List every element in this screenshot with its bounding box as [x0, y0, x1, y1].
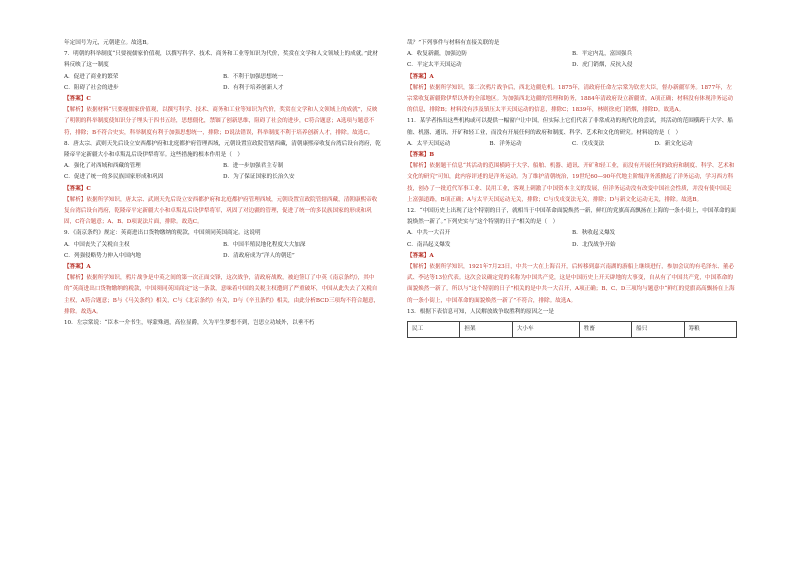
right-column [407, 38, 737, 338]
answer-label: 【答案】A [64, 264, 91, 271]
table-cell: 担架 [460, 322, 512, 338]
question-12: 12．“中国历史上出现了这个特别的日子，就相当于中国革命面貌焕然一新，鲜红的党旗高高飘扬在上海的一条小街上，中国革命的面貌焕然一新了。”下列史实与“这个特别的日子”相关的是（ ） [407, 208, 736, 226]
question-8: 8．唐太宗、武则天先后设立安西都护府和北庭都护府管理西域，元朝设置宣政院管辖西藏，清朝康熙帝收复台湾后设台湾府，乾隆帝平定新疆大小和卓叛乱后设伊犁将军。这些措施的根本作用是（ ） [64, 140, 381, 159]
table-cell: 牲畜 [579, 322, 631, 338]
answer-label: 【答案】B [407, 152, 435, 159]
explanation: 【解析】依据所学知识，1921年7月23日，中共一大在上海召开，后转移到嘉兴南湖的游船上继续进行，参加会议的有毛泽东、董必武、李达等13位代表。这次会议确定党的名称为中国共产党，这是中国历史上开天辟地的大事变，自从有了中国共产党，中国革命的面貌焕然一新了，所以与“这个特别的日子”相关的是中共一大召开，A项正确；B、C、D三项均与题意中“鲜红的党旗高高飘扬在上海的一条小街上，中国革命的面貌焕然一新了”不符合，排除。故选A。 [407, 264, 735, 304]
table-cell: 民工 [408, 322, 460, 338]
option: C．促进了统一的多民族国家形成和巩固 [64, 174, 164, 181]
option: A．太平天国运动 [407, 140, 451, 147]
option: B．不利于加强思想统一 [223, 73, 284, 80]
explanation: 【解析】依据题干信息“其活动的范围横跨于大学、船舶、机器、通讯、开矿和轻工业，而没有开展任何的政府和制度、科学、艺术和文化的研究”可知，此内容评述的是洋务运动。为了维护清朝统治，19世纪60—90年代地主阶级洋务派掀起了洋务运动，学习西方科技，创办了一批近代军事工业、民用工业，客观上刺激了中国资本主义的发展，但洋务运动没有改变中国社会性质，并没有使中国走上富强道路，B项正确；A与太平天国运动无关，排除；C与戊戌变法无关，排除；D与新文化运动无关，排除。故选B。 [407, 163, 735, 203]
option: C．南昌起义爆发 [407, 241, 451, 248]
option: A．收复新疆，加强边防 [407, 51, 467, 58]
option: C．列强侵略势力伸入中国内地 [64, 252, 141, 259]
option: D．新文化运动 [654, 140, 693, 147]
question-8-options [64, 161, 382, 183]
option: B．进一步加强君主专制 [223, 163, 284, 170]
text-line: 年定国号为元，元朝建立。故选B。 [64, 40, 153, 46]
question-13: 13．根据下表信息可知，人民解放战争取胜利的原因之一是 [407, 308, 554, 315]
explanation: 【解析】依据所学知识，鸦片战争是中英之间的第一次正面交锋，这次战争，清政府战败，被迫签订了中英《南京条约》，其中的“英商进出口货物缴纳的税款，中国须同英国商定”这一条款，意味着中国的关税主权遭到了严重破坏，中国从此失去了关税自主权，A符合题意；B与《马关条约》相关，C与《北京条约》有关，D与《辛丑条约》相关，由此分析BCD三项均不符合题意，排除。故选A。 [64, 275, 380, 315]
option: C．平定太平天国运动 [407, 62, 462, 69]
answer-label: 【答案】C [64, 185, 91, 192]
table-cell: 筹粮 [684, 322, 736, 338]
question-7-options [64, 72, 382, 94]
option: D．北伐战争开始 [572, 241, 616, 248]
option: C．阻碍了社会的进步 [64, 84, 119, 91]
left-column [64, 38, 382, 329]
option: A．强化了对西域和西藏的管理 [64, 163, 141, 170]
answer-label: 【答案】A [407, 73, 434, 80]
table-cell: 大小车 [512, 322, 579, 338]
text-line: 哉？”下列事件与材料有直接关联的是 [407, 40, 500, 46]
question-11: 11．某学者指出这些机构或可以提供一幅窗户让中国，但实际上它们代表了非常成功的现代化的尝试，其活动的范围横跨于大学、船舶、机器、通讯、开矿和轻工业，而没有开展任何的政府和制度、科学、艺术和文化的研究。材料说的是（ ） [407, 118, 733, 136]
option: D．清政府成为“洋人的朝廷” [223, 252, 295, 259]
explanation: 【解析】依据所学知识，唐太宗、武则天先后设立安西都护府和北庭都护府管理西域，元朝设置宣政院管辖西藏，清朝康熙帝收复台湾后设台湾府，乾隆帝平定新疆大小和卓叛乱后设伊犁将军，巩固了对边疆的管理，促进了统一的多民族国家的形成和巩固，C符合题意；A、B、D项说法片面，排除。故选C。 [64, 196, 378, 226]
question-11-options [407, 139, 737, 150]
option: B．中国半殖民地化程度大大加深 [223, 241, 306, 248]
explanation: 【解析】依据所学知识，第二次鸦片战争后，西北边疆危机。1875年，清政府任命左宗棠为钦差大臣，督办新疆军务。1877年，左宗棠收复新疆除伊犁以外的全部地区。为加强西北边疆的管理和防务，1884年清政府设立新疆省，A项正确；材料没有体现洋务运动的信息，排除B；材料没有涉及镇压太平天国运动的信息，排除C；1839年，林则徐虎门销烟，排除D。故选A。 [407, 84, 733, 114]
question-12-options [407, 228, 737, 250]
option: A．促进了商业的繁荣 [64, 73, 119, 80]
data-table [407, 321, 737, 338]
option: D．有利于培养创新人才 [223, 84, 284, 91]
option: C．戊戌变法 [572, 140, 605, 147]
option: D．为了保证国家的长治久安 [223, 174, 295, 181]
table-cell: 船只 [632, 322, 684, 338]
answer-label: 【答案】A [407, 252, 434, 259]
table-row [408, 322, 737, 338]
question-9-options [64, 240, 382, 262]
option: D．虎门销烟，反抗入侵 [572, 62, 633, 69]
option: B．平定内乱，富国强兵 [572, 51, 633, 58]
explanation: 【解析】依据材料“只要视儒家价值观，以撰写科学、技术、商务和工业等知识为代价，奖赏在文学和人文领域上的成就”，反映了明朝的科举制度使知识分子埋头于四书五经，思想僵化，禁锢了创新思维，阻碍了社会的进步，C符合题意；A选项与题意不符，排除；B不符合史实，科举制度有利于加强思想统一，排除；D说法错误，科举制度不利于培养创新人才，排除。故选C。 [64, 107, 378, 136]
answer-label: 【答案】C [64, 96, 91, 103]
option: A．中国丧失了关税自主权 [64, 241, 130, 248]
question-10-options [407, 49, 737, 71]
option: B．洋务运动 [489, 140, 522, 147]
question-7: 7．明朝的科举制度“只要视儒家价值观，以撰写科学、技术、商务和工业等知识为代价，奖赏在文学和人文领域上的成就。”此材料反映了这一制度 [64, 51, 379, 69]
question-9: 9．《南京条约》规定：英商进出口货物缴纳的税款，中国须同英国商定。这说明 [64, 230, 261, 237]
option: B．秋收起义爆发 [572, 230, 616, 237]
option: A．中共一大召开 [407, 230, 451, 237]
question-10: 10．左宗棠说：“臣本一介书生，辱蒙殊遇，高位显爵，久为平生梦想不到，岂思立功域外，以垂不朽 [64, 320, 315, 327]
